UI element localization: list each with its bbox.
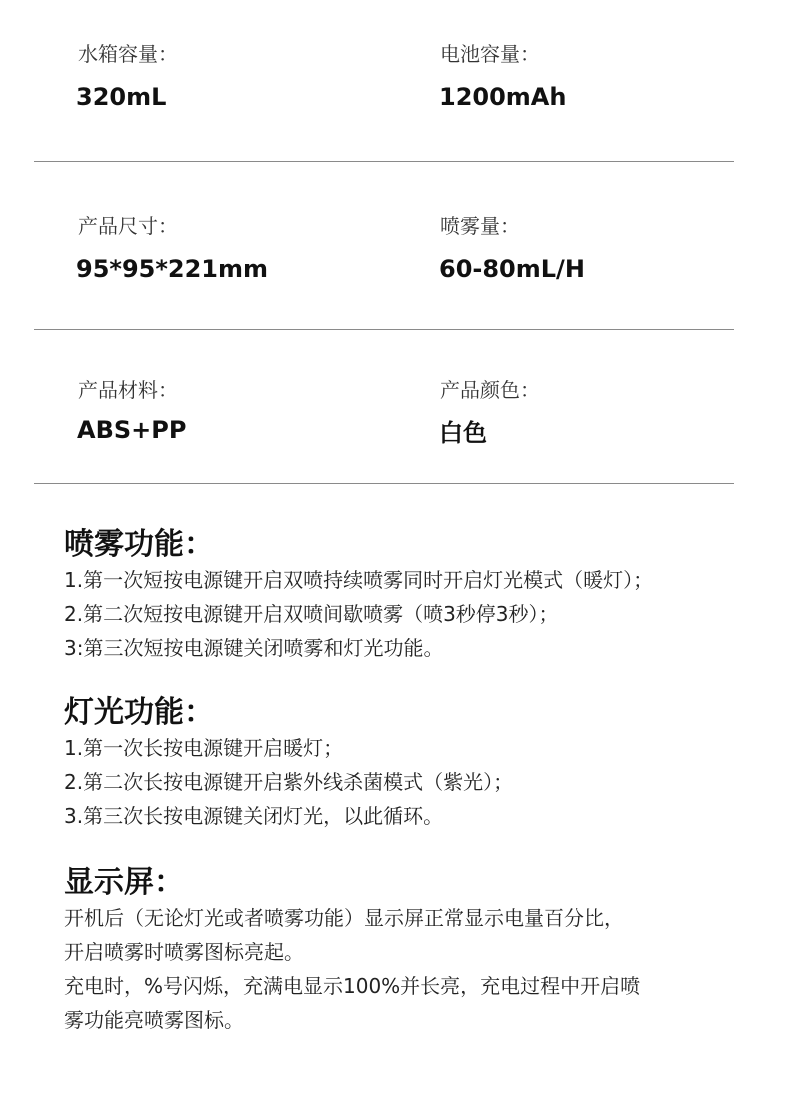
spec-label-battery-capacity: 电池容量： (440, 42, 540, 66)
section-title-display-screen: 显示屏： (64, 865, 184, 900)
spec-label-material: 产品材料： (78, 378, 178, 402)
section-line: 开机后（无论灯光或者喷雾功能）显示屏正常显示电量百分比， (64, 906, 624, 930)
spec-label-color: 产品颜色： (440, 378, 540, 402)
section-line: 充电时，%号闪烁，充满电显示100%并长亮，充电过程中开启喷 (64, 974, 641, 998)
section-line: 雾功能亮喷雾图标。 (64, 1008, 244, 1032)
section-display-screen (64, 865, 774, 1037)
spec-value-color: 白色 (439, 419, 487, 447)
section-line: 开启喷雾时喷雾图标亮起。 (64, 940, 304, 964)
divider-1 (34, 161, 734, 162)
spec-value-product-size: 95*95*221mm (76, 255, 269, 283)
divider-2 (34, 329, 734, 330)
divider-3 (34, 483, 734, 484)
spec-value-battery-capacity: 1200mAh (439, 83, 567, 111)
section-line: 1.第一次长按电源键开启暖灯； (64, 736, 344, 760)
section-spray-function (64, 527, 774, 665)
spec-value-spray-volume: 60-80mL/H (439, 255, 585, 283)
section-line: 1.第一次短按电源键开启双喷持续喷雾同时开启灯光模式（暖灯）； (64, 568, 654, 592)
spec-label-tank-capacity: 水箱容量： (78, 42, 178, 66)
spec-value-material: ABS+PP (77, 416, 187, 444)
spec-value-tank-capacity: 320mL (76, 83, 167, 111)
section-line: 3:第三次短按电源键关闭喷雾和灯光功能。 (64, 636, 444, 660)
section-line: 3.第三次长按电源键关闭灯光，以此循环。 (64, 804, 444, 828)
section-line: 2.第二次短按电源键开启双喷间歇喷雾（喷3秒停3秒）； (64, 602, 559, 626)
section-light-function (64, 695, 774, 833)
section-title-spray-function: 喷雾功能： (64, 527, 214, 562)
spec-label-product-size: 产品尺寸： (78, 214, 178, 238)
section-line: 2.第二次长按电源键开启紫外线杀菌模式（紫光）； (64, 770, 514, 794)
spec-label-spray-volume: 喷雾量： (440, 214, 520, 238)
section-title-light-function: 灯光功能： (64, 695, 214, 730)
